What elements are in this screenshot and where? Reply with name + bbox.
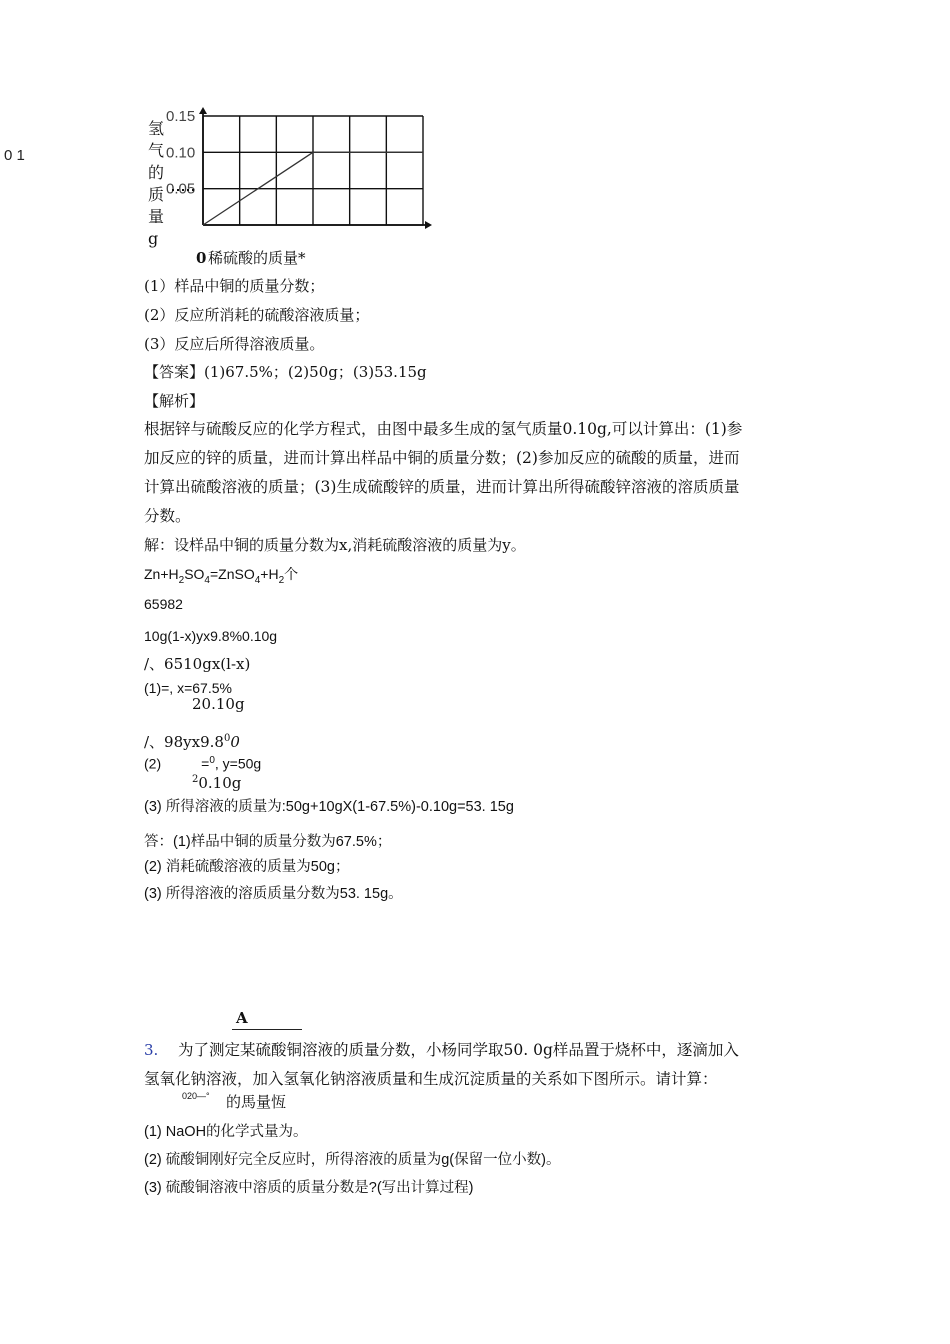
calc-1-ratio: /、6510gx(l-x) — [144, 655, 251, 673]
y-label-char: 气 — [148, 141, 165, 160]
calc-1-result: (1)=, x=67.5% — [144, 680, 232, 696]
q3-item: (2) 硫酸铜刚好完全反应时，所得溶液的质量为g(保留一位小数)。 — [144, 1152, 561, 1168]
eq-sub: 4 — [204, 574, 210, 586]
analysis-line: 计算出硫酸溶液的质量；(3)生成硫酸锌的质量，进而计算出所得硫酸锌溶液的溶质质量 — [144, 478, 740, 496]
calc-2-den-text: 0.10g — [198, 774, 242, 792]
calc-2-value: , y=50g — [214, 755, 262, 772]
chart-y-tick-label: 0.15 — [166, 108, 196, 125]
chart-plot — [0, 0, 950, 260]
y-label-char: 氢 — [148, 119, 165, 138]
analysis-line: 加反应的锌的质量，进而计算出样品中铜的质量分数；(2)参加反应的硫酸的质量，进而 — [144, 449, 740, 467]
calc-2-denominator — [192, 770, 241, 793]
quantities-line: 10g(1-x)yx9.8%0.10g — [144, 628, 278, 644]
eq-part: +H — [260, 566, 279, 582]
eq-sub: 2 — [178, 574, 185, 586]
eq-part: Zn+H — [144, 566, 179, 582]
figure-mark: A — [236, 1009, 248, 1027]
calc-2-ratio-tail: 0 — [230, 733, 240, 751]
calc-2-ratio-text: /、98yx9.8 — [144, 733, 224, 751]
eq-part: SO — [184, 566, 205, 582]
calc-2-num: (2) — [144, 755, 162, 772]
calc-2-den-sup: 2 — [192, 774, 199, 785]
calc-2-ratio-sup: 0 — [223, 733, 231, 744]
figure-rule — [232, 1029, 302, 1030]
q3-number: 3. — [144, 1041, 159, 1059]
chart-origin-label: 0 — [196, 249, 207, 267]
conclusion-line: 答：(1)样品中铜的质量分数为67.5%； — [144, 834, 392, 850]
analysis-heading: 【解析】 — [144, 392, 205, 410]
q3-text-line: 为了测定某硫酸铜溶液的质量分数，小杨同学取50. 0g样品置于烧杯中，逐滴加入 — [178, 1041, 739, 1059]
q3-text-line: 氢氧化钠溶液，加入氢氧化钠溶液质量和生成沉淀质量的关系如下图所示。请计算： — [144, 1070, 718, 1088]
eq-sub: 2 — [278, 574, 285, 586]
eq-sub: 4 — [254, 574, 261, 586]
eq-part: =ZnSO — [209, 566, 255, 582]
eq-arrow: 个 — [284, 566, 299, 582]
chart-x-arrow — [425, 221, 432, 229]
chart-y-tick-label: 0.05 — [166, 180, 196, 198]
solution-intro: 解：设样品中铜的质量分数为x,消耗硫酸溶液的质量为y。 — [144, 536, 526, 554]
chart-x-axis-label: 稀硫酸的质量* — [208, 249, 306, 267]
answer-line: 【答案】(1)67.5%；(2)50g；(3)53.15g — [144, 363, 427, 381]
y-label-char: 量 — [148, 207, 165, 226]
question-3: (3）反应后所得溶液质量。 — [144, 335, 325, 353]
question-1: (1）样品中铜的质量分数； — [144, 277, 325, 295]
y-label-char: g — [148, 229, 159, 248]
chart-y-arrow — [199, 107, 207, 114]
calc-3-line: (3) 所得溶液的质量为:50g+10gX(1-67.5%)-0.10g=53. 15g — [144, 799, 514, 815]
analysis-line: 根据锌与硫酸反应的化学方程式，由图中最多生成的氢气质量0.10g,可以计算出：(1)参 — [144, 420, 743, 438]
q3-figure-label: 的馬量恆 — [226, 1094, 287, 1111]
calc-2-ratio — [144, 729, 240, 752]
y-label-char: 质 — [148, 185, 165, 204]
q3-figure-small: 020—° — [182, 1091, 210, 1101]
q3-item: (1) NaOH的化学式量为。 — [144, 1124, 308, 1140]
conclusion-line: (3) 所得溶液的溶质质量分数为53. 15g。 — [144, 886, 403, 902]
question-2: (2）反应所消耗的硫酸溶液质量； — [144, 306, 370, 324]
analysis-line: 分数。 — [144, 507, 191, 525]
conclusion-line: (2) 消耗硫酸溶液的质量为50g； — [144, 859, 350, 875]
calc-2-eq: = — [201, 755, 210, 772]
calc-1-denominator: 20.10g — [192, 695, 245, 713]
margin-mark: 0 1 — [4, 147, 25, 164]
chart-y-tick-label: 0.10 — [166, 144, 196, 162]
q3-item: (3) 硫酸铜溶液中溶质的质量分数是?(写出计算过程) — [144, 1180, 474, 1196]
molar-masses: 65982 — [144, 596, 183, 612]
chemical-equation — [144, 564, 298, 591]
calc-2-eq-sup: 0 — [209, 755, 215, 766]
y-label-char: 的 — [148, 163, 165, 182]
